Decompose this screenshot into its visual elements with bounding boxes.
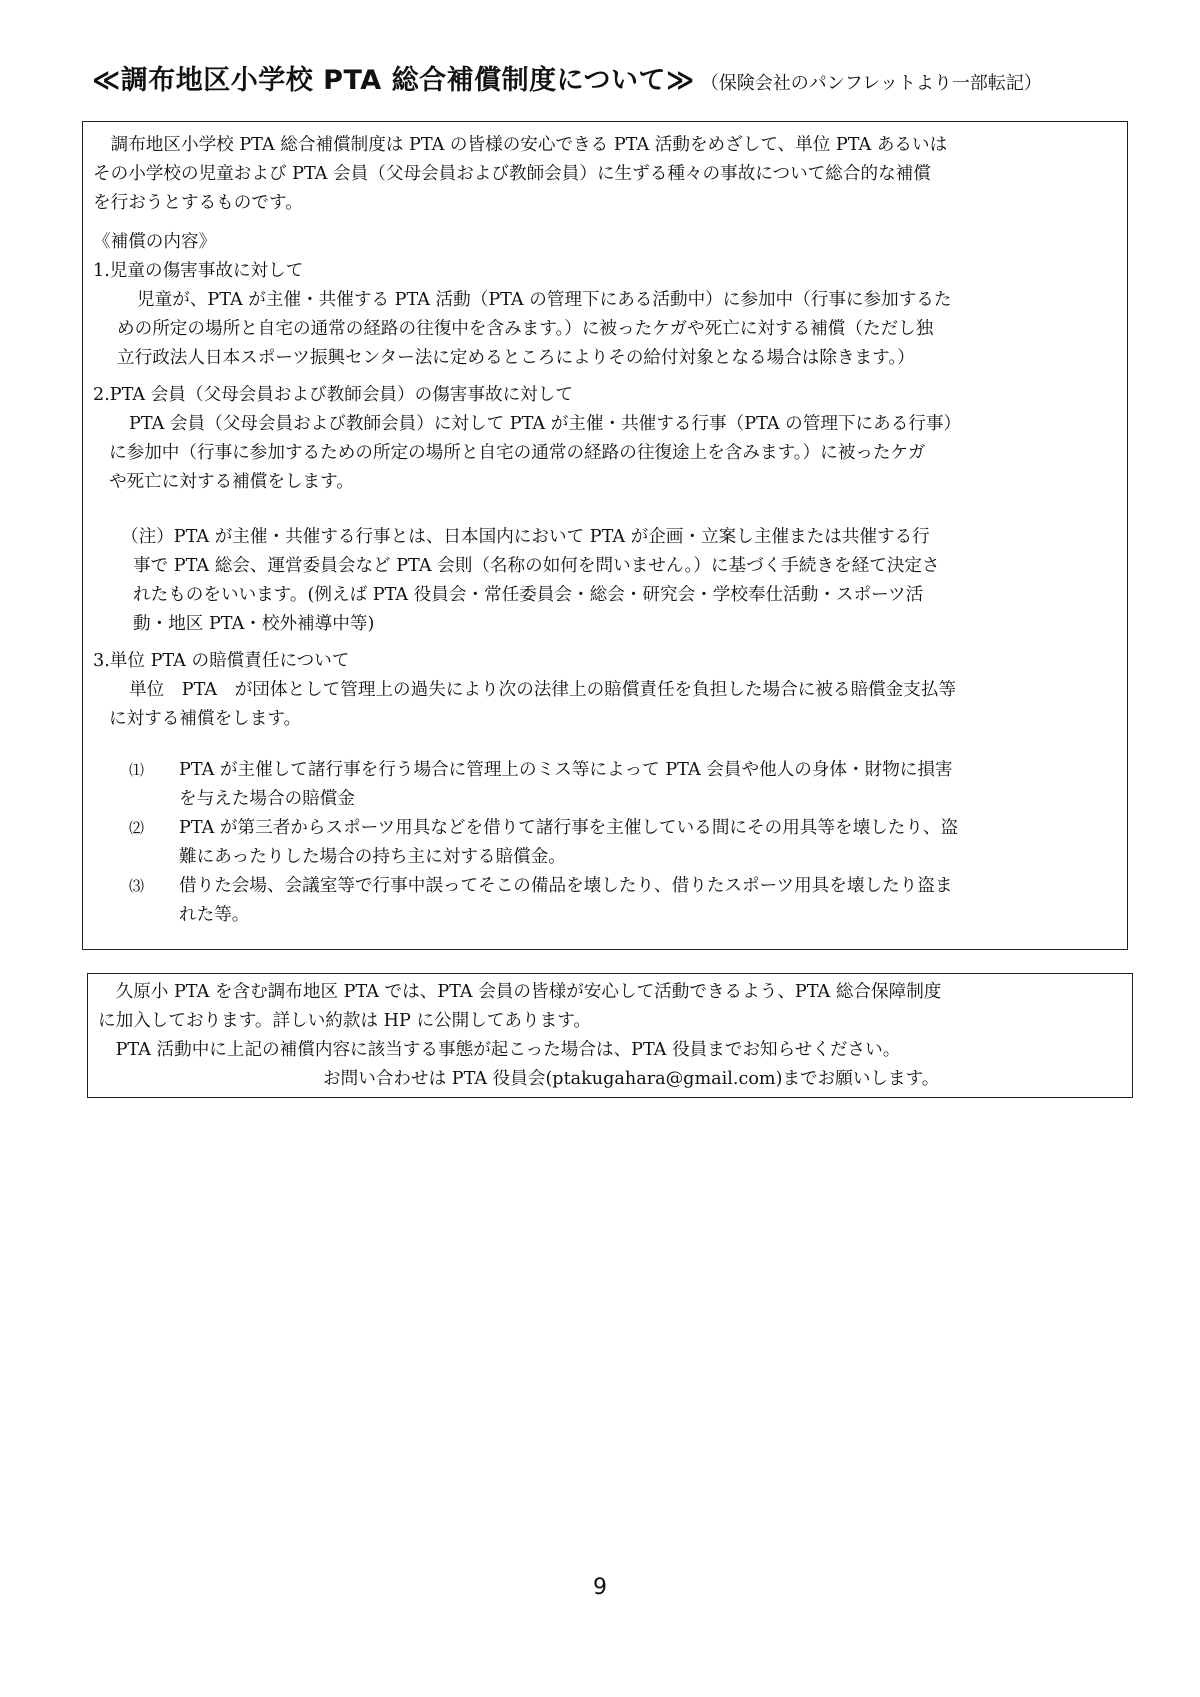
section3-line: 単位 PTA が団体として管理上の過失により次の法律上の賠償責任を負担した場合に被る賠償金支払等 <box>129 680 957 700</box>
page-title: ≪調布地区小学校 PTA 総合補償制度について≫ <box>92 65 695 96</box>
item-number: ⑴ <box>129 761 145 779</box>
content-heading: 《補償の内容》 <box>93 232 217 252</box>
section1-heading: 1.児童の傷害事故に対して <box>93 261 304 281</box>
section3-heading: 3.単位 PTA の賠償責任について <box>93 651 350 671</box>
school-notice-box <box>87 973 1133 1098</box>
section2-line: に参加中（行事に参加するための所定の場所と自宅の通常の経路の往復途上を含みます。）に被ったケガ <box>109 443 926 463</box>
list-item <box>93 756 1111 785</box>
contact-line: お問い合わせは PTA 役員会(ptakugahara@gmail.com)までお願いします。 <box>323 1069 940 1089</box>
item-text: 借りた会場、会議室等で行事中誤ってそこの備品を壊したり、借りたスポーツ用具を壊したり盗ま <box>179 876 953 896</box>
note-line: れたものをいいます。(例えば PTA 役員会・常任委員会・総会・研究会・学校奉仕活動・スポーツ活 <box>133 585 924 605</box>
note-line: （注）PTA が主催・共催する行事とは、日本国内において PTA が企画・立案し主催または共催する行 <box>121 527 930 547</box>
notice-line: PTA 活動中に上記の補償内容に該当する事態が起こった場合は、PTA 役員までお知らせください。 <box>98 1040 901 1060</box>
section2-line: や死亡に対する補償をします。 <box>109 472 354 492</box>
compensation-details-box <box>82 121 1128 950</box>
item-text: PTA が主催して諸行事を行う場合に管理上のミス等によって PTA 会員や他人の身体・財物に損害 <box>179 760 953 780</box>
item-text: PTA が第三者からスポーツ用具などを借りて諸行事を主催している間にその用具等を壊したり、盗 <box>179 818 959 838</box>
item-text-cont: れた等。 <box>179 905 250 925</box>
section2-line: PTA 会員（父母会員および教師会員）に対して PTA が主催・共催する行事（PTA の管理下にある行事） <box>129 414 962 434</box>
page-number: 9 <box>593 1575 607 1600</box>
notice-line: に加入しております。詳しい約款は HP に公開してあります。 <box>98 1011 591 1031</box>
note-line: 動・地区 PTA・校外補導中等) <box>133 614 375 634</box>
intro-line: 調布地区小学校 PTA 総合補償制度は PTA の皆様の安心できる PTA 活動をめざして、単位 PTA あるいは <box>93 135 948 155</box>
section1-line: めの所定の場所と自宅の通常の経路の往復中を含みます。）に被ったケガや死亡に対する補償（ただし独 <box>117 319 934 339</box>
item-text-cont: を与えた場合の賠償金 <box>179 789 355 809</box>
list-item <box>93 814 1111 843</box>
notice-line: 久原小 PTA を含む調布地区 PTA では、PTA 会員の皆様が安心して活動できるよう、PTA 総合保障制度 <box>98 982 942 1002</box>
page-title-row <box>92 58 1152 97</box>
section1-line: 児童が、PTA が主催・共催する PTA 活動（PTA の管理下にある活動中）に参加中（行事に参加するた <box>137 290 952 310</box>
item-number: ⑶ <box>129 877 145 895</box>
title-source-note: （保険会社のパンフレットより一部転記） <box>700 73 1042 94</box>
item-number: ⑵ <box>129 819 145 837</box>
intro-line: その小学校の児童および PTA 会員（父母会員および教師会員）に生ずる種々の事故について総合的な補償 <box>93 164 931 184</box>
note-line: 事で PTA 総会、運営委員会など PTA 会則（名称の如何を問いません。）に基づく手続きを経て決定さ <box>133 556 940 576</box>
list-item <box>93 872 1111 901</box>
section3-line: に対する補償をします。 <box>109 709 302 729</box>
section1-line: 立行政法人日本スポーツ振興センター法に定めるところによりその給付対象となる場合は除きます。） <box>117 348 915 368</box>
item-text-cont: 難にあったりした場合の持ち主に対する賠償金。 <box>179 847 566 867</box>
section2-heading: 2.PTA 会員（父母会員および教師会員）の傷害事故に対して <box>93 385 573 405</box>
intro-line: を行おうとするものです。 <box>93 193 303 213</box>
